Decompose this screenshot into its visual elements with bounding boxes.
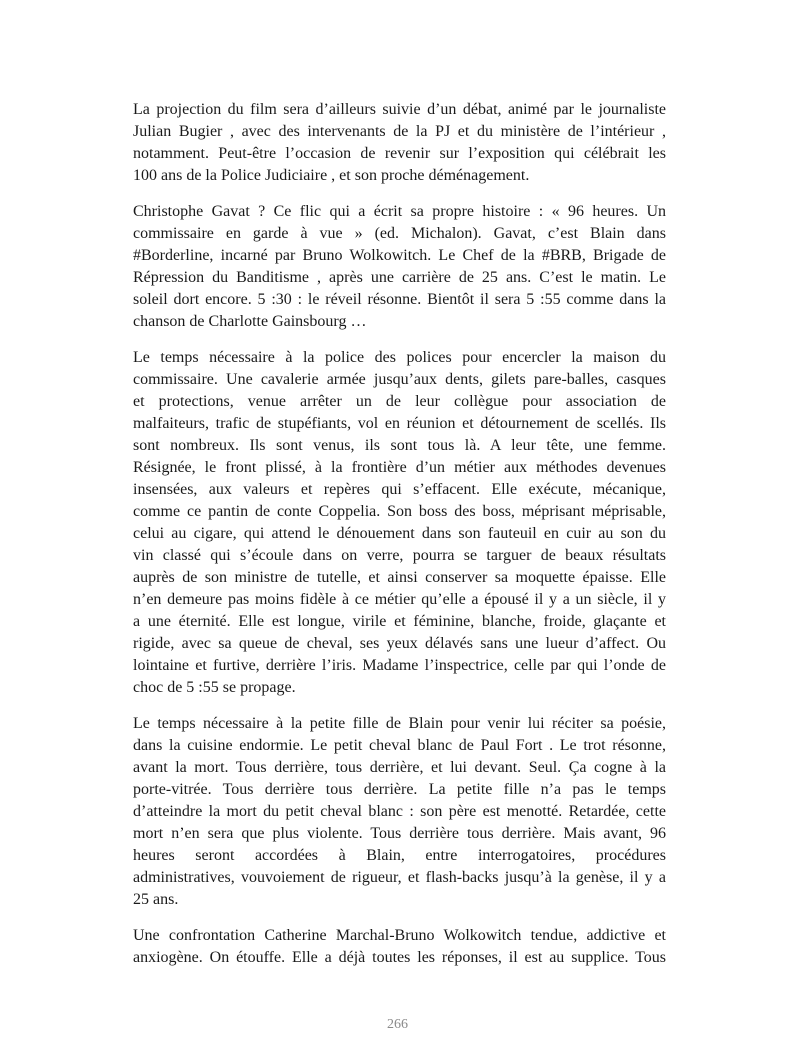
text-line: et protections, venue arrêter un de leur collègue pour association de xyxy=(133,393,666,410)
text-line: a une éternité. Elle est longue, virile et féminine, blanche, froide, glaçante et xyxy=(133,613,666,630)
text-line: n’en demeure pas moins fidèle à ce métier qu’elle a épousé il y a un siècle, il y xyxy=(133,591,666,608)
text-line: avant la mort. Tous derrière, tous derrière, et lui devant. Seul. Ça cogne à la xyxy=(133,759,666,776)
text-line: heures seront accordées à Blain, entre interrogatoires, procédures xyxy=(133,847,666,864)
text-line: insensées, aux valeurs et repères qui s’effacent. Elle exécute, mécanique, xyxy=(133,481,666,498)
text-line: dans la cuisine endormie. Le petit cheval blanc de Paul Fort . Le trot résonne, xyxy=(133,737,666,754)
text-line: rigide, avec sa queue de cheval, ses yeux délavés sans une lueur d’affect. Ou xyxy=(133,635,666,652)
text-line: commissaire. Une cavalerie armée jusqu’aux dents, gilets pare-balles, casques xyxy=(133,371,666,388)
paragraph xyxy=(133,99,666,187)
text-line: anxiogène. On étouffe. Elle a déjà toutes les réponses, il est au supplice. Tous xyxy=(133,949,666,966)
text-line: celui au cigare, qui attend le dénouement dans son fauteuil en cuir au son du xyxy=(133,525,666,542)
text-line: soleil dort encore. 5 :30 : le réveil résonne. Bientôt il sera 5 :55 comme dans la xyxy=(133,291,666,308)
text-line: administratives, vouvoiement de rigueur, et flash-backs jusqu’à la genèse, il y a xyxy=(133,869,666,886)
text-line: Répression du Banditisme , après une carrière de 25 ans. C’est le matin. Le xyxy=(133,269,666,286)
text-line: notamment. Peut-être l’occasion de revenir sur l’exposition qui célébrait les xyxy=(133,145,666,162)
text-line: d’atteindre la mort du petit cheval blanc : son père est menotté. Retardée, cette xyxy=(133,803,666,820)
paragraph xyxy=(133,201,666,333)
page-number: 266 xyxy=(387,1017,408,1032)
text-line: 25 ans. xyxy=(133,891,179,908)
text-line: auprès de son ministre de tutelle, et ainsi conserver sa moquette épaisse. Elle xyxy=(133,569,666,586)
text-line: Julian Bugier , avec des intervenants de la PJ et du ministère de l’intérieur , xyxy=(133,123,666,140)
text-line: Résignée, le front plissé, à la frontière d’un métier aux méthodes devenues xyxy=(133,459,666,476)
text-line: Christophe Gavat ? Ce flic qui a écrit sa propre histoire : « 96 heures. Un xyxy=(133,203,666,220)
text-line: Une confrontation Catherine Marchal-Bruno Wolkowitch tendue, addictive et xyxy=(133,927,666,944)
text-line: #Borderline, incarné par Bruno Wolkowitch. Le Chef de la #BRB, Brigade de xyxy=(133,247,666,264)
paragraph xyxy=(133,347,666,699)
text-line: Le temps nécessaire à la police des polices pour encercler la maison du xyxy=(133,349,666,366)
text-line: malfaiteurs, trafic de stupéfiants, vol en réunion et détournement de scellés. Ils xyxy=(133,415,666,432)
paragraph xyxy=(133,713,666,911)
text-line: comme ce pantin de conte Coppelia. Son boss des boss, méprisant méprisable, xyxy=(133,503,666,520)
text-line: vin classé qui s’écoule dans on verre, pourra se targuer de beaux résultats xyxy=(133,547,666,564)
text-line: 100 ans de la Police Judiciaire , et son proche déménagement. xyxy=(133,167,530,184)
text-line: Le temps nécessaire à la petite fille de Blain pour venir lui réciter sa poésie, xyxy=(133,715,666,732)
text-line: mort n’en sera que plus violente. Tous derrière tous derrière. Mais avant, 96 xyxy=(133,825,666,842)
text-line: sont nombreux. Ils sont venus, ils sont tous là. A leur tête, une femme. xyxy=(133,437,666,454)
document-body xyxy=(133,99,666,983)
paragraph xyxy=(133,925,666,969)
text-line: commissaire en garde à vue » (ed. Michalon). Gavat, c’est Blain dans xyxy=(133,225,666,242)
text-line: porte-vitrée. Tous derrière tous derrière. La petite fille n’a pas le temps xyxy=(133,781,666,798)
text-line: chanson de Charlotte Gainsbourg … xyxy=(133,313,367,330)
text-line: lointaine et furtive, derrière l’iris. Madame l’inspectrice, celle par qui l’onde de xyxy=(133,657,666,674)
text-line: choc de 5 :55 se propage. xyxy=(133,679,296,696)
text-line: La projection du film sera d’ailleurs suivie d’un débat, animé par le journaliste xyxy=(133,101,666,118)
